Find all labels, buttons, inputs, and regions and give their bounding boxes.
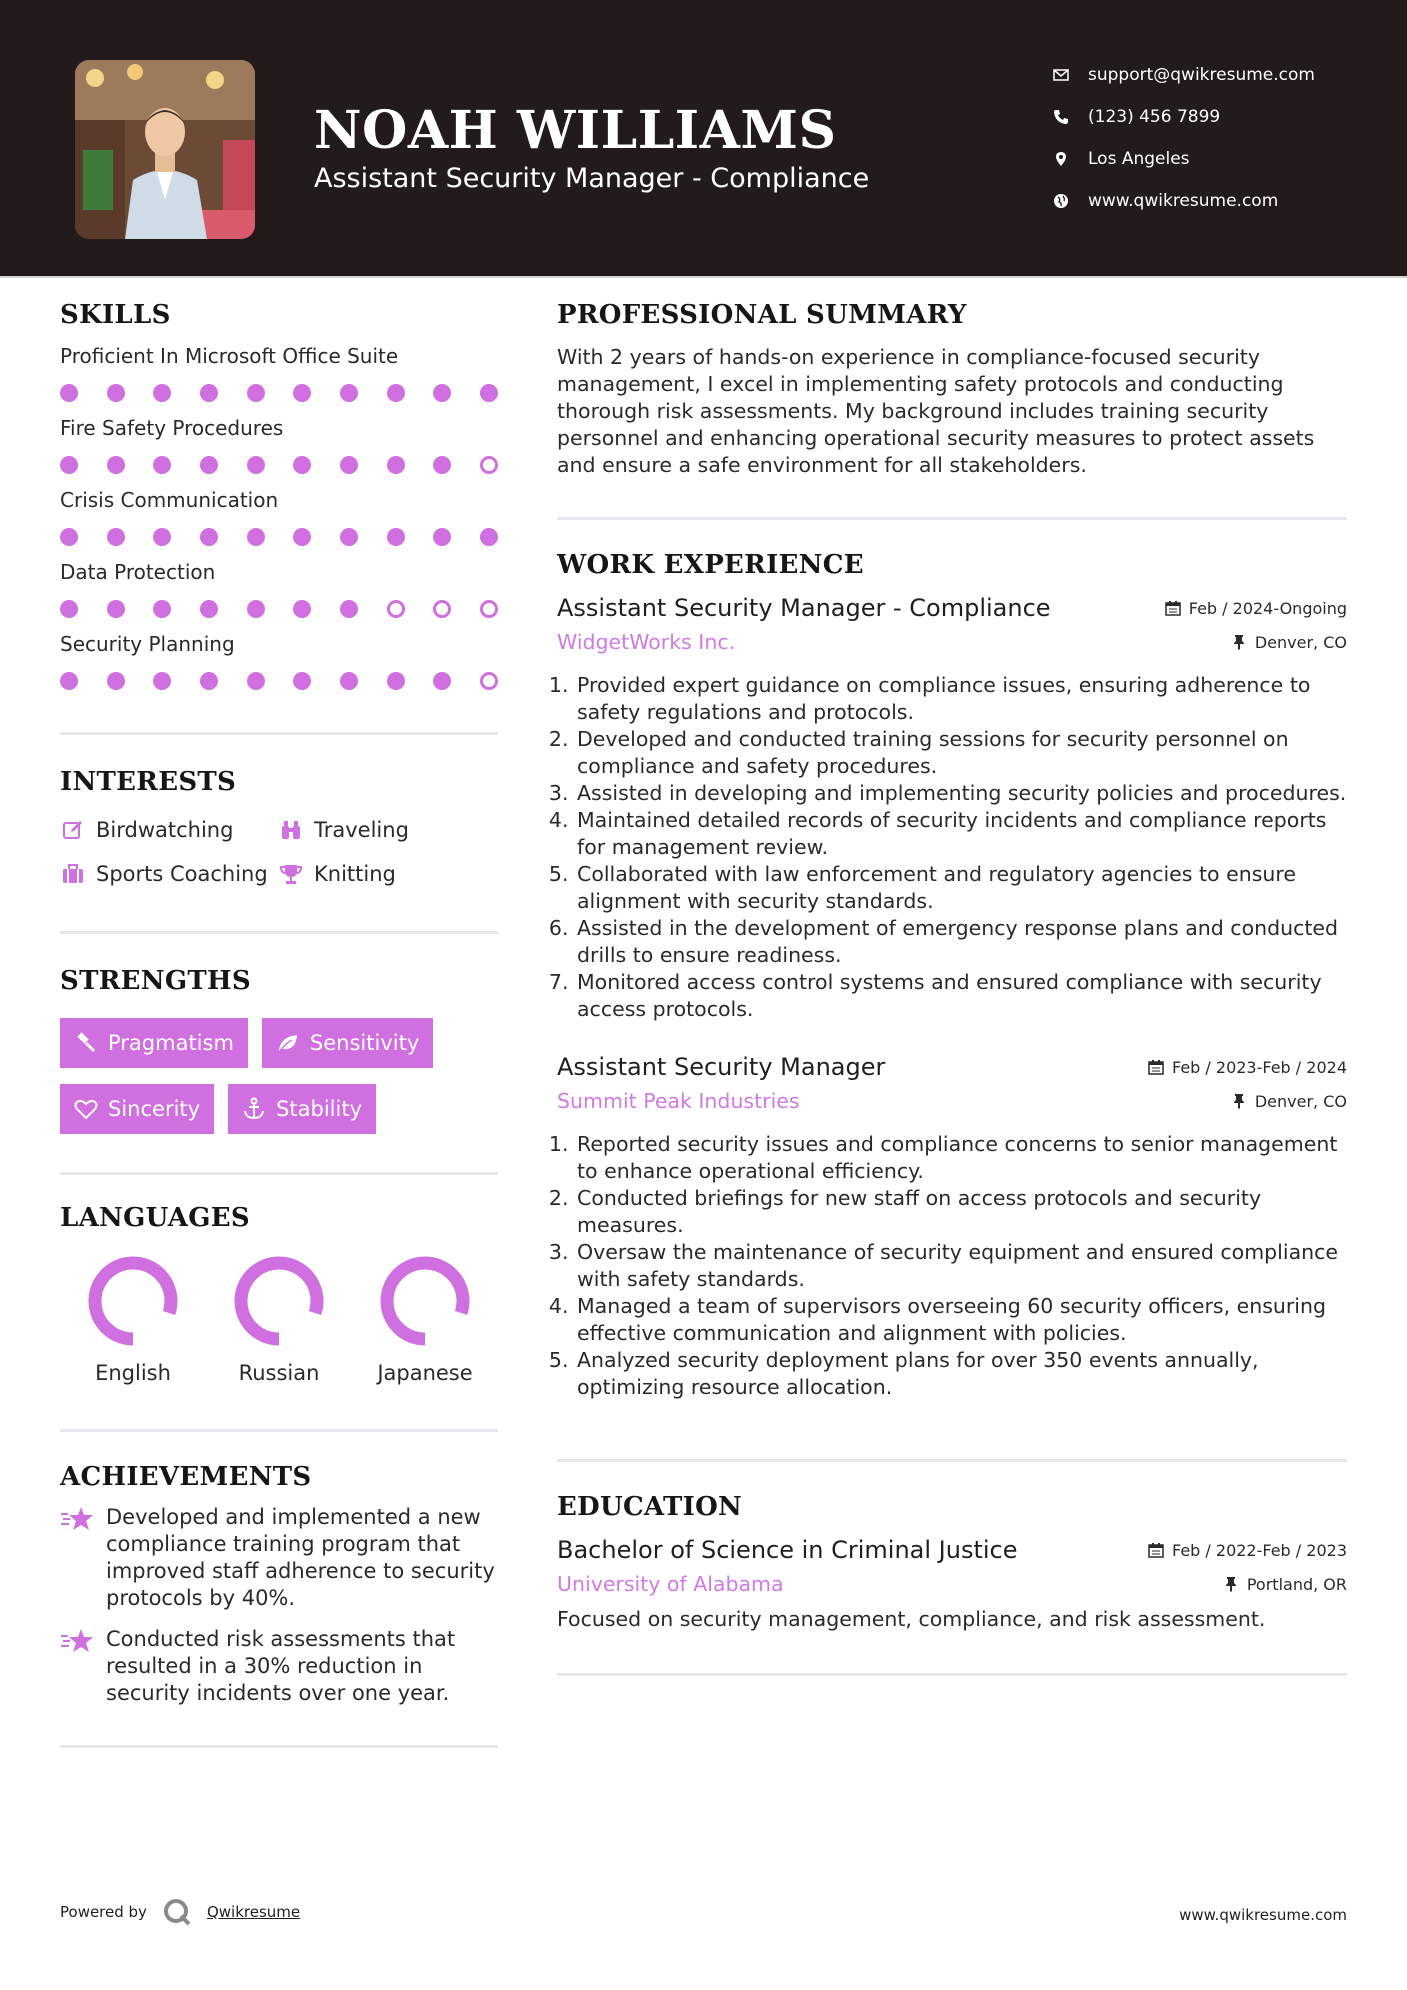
- skills-list: [60, 344, 498, 690]
- interest-label: Traveling: [314, 818, 409, 842]
- job-location: [1231, 1092, 1347, 1111]
- candidate-name: NOAH WILLIAMS: [314, 100, 837, 161]
- job-bullet: 2. Developed and conducted training sessions for security personnel on compliance and safety procedures.: [575, 726, 1347, 780]
- job-bullet: 6. Assisted in the development of emergency response plans and conducted drills to ensure readiness.: [575, 915, 1347, 969]
- anchor-icon: [242, 1097, 266, 1121]
- interest-label: Sports Coaching: [96, 862, 268, 886]
- summary-heading: PROFESSIONAL SUMMARY: [557, 300, 967, 330]
- skill-dot-filled: [293, 600, 311, 618]
- language-level-arc: [241, 1263, 317, 1339]
- achievement-text: Developed and implemented a new compliance training program that improved staff adherence to security protocols by 40%.: [106, 1505, 495, 1610]
- skill-dot-filled: [153, 528, 171, 546]
- skill-name: Proficient In Microsoft Office Suite: [60, 344, 399, 368]
- skill-rating: [60, 456, 498, 474]
- job-bullet: 4. Managed a team of supervisors overseeing 60 security officers, ensuring effective communication and alignment with policies.: [575, 1293, 1347, 1347]
- skill-name: Security Planning: [60, 632, 235, 656]
- skill-dot-filled: [340, 528, 358, 546]
- contact-email[interactable]: [1050, 54, 1390, 96]
- strength-label: Sincerity: [108, 1097, 201, 1121]
- skill-dot-filled: [60, 456, 78, 474]
- job-bullet: 1. Reported security issues and compliance concerns to senior management to enhance operational efficiency.: [575, 1131, 1347, 1185]
- skill-dot-filled: [200, 384, 218, 402]
- languages-heading: LANGUAGES: [60, 1203, 250, 1233]
- job-location-text: Denver, CO: [1254, 1091, 1347, 1111]
- job-bullet: 4. Maintained detailed records of security incidents and compliance reports for management review.: [575, 807, 1347, 861]
- company-name: Summit Peak Industries: [557, 1089, 800, 1113]
- skill-rating: [60, 528, 498, 546]
- phone-icon: [1050, 106, 1072, 128]
- skill-dot-filled: [293, 528, 311, 546]
- skill-dot-filled: [200, 456, 218, 474]
- job-header: [557, 1053, 1347, 1081]
- strength-label: Pragmatism: [108, 1031, 234, 1055]
- job-bullet: 7. Monitored access control systems and ensured compliance with security access protocols.: [575, 969, 1347, 1023]
- skill-dot-filled: [340, 456, 358, 474]
- job-location: [1231, 633, 1347, 652]
- footer-website[interactable]: www.qwikresume.com: [1179, 1906, 1347, 1924]
- skill-dot-empty: [480, 672, 498, 690]
- profile-photo-image: [75, 60, 255, 239]
- skill-dot-filled: [433, 672, 451, 690]
- skill-dot-filled: [60, 600, 78, 618]
- job-bullet: 3. Assisted in developing and implementing security policies and procedures.: [575, 780, 1347, 807]
- job-bullets: [557, 1131, 1347, 1401]
- language-level-ring: [231, 1253, 327, 1349]
- skill-dot-filled: [293, 384, 311, 402]
- achievement-text: Conducted risk assessments that resulted in a 30% reduction in security incidents over one year.: [106, 1627, 456, 1705]
- languages-list: [60, 1253, 498, 1385]
- contact-website[interactable]: [1050, 180, 1390, 222]
- skills-section: [60, 300, 498, 690]
- skill-dot-filled: [153, 456, 171, 474]
- skill-dot-filled: [247, 384, 265, 402]
- languages-section: [60, 1203, 498, 1385]
- pencil-square-icon: [60, 817, 86, 843]
- brand-link[interactable]: Qwikresume: [206, 1903, 301, 1921]
- section-divider: [557, 517, 1347, 520]
- achievements-heading: ACHIEVEMENTS: [60, 1462, 312, 1492]
- job-date-text: Feb / 2024-Ongoing: [1188, 598, 1347, 618]
- skill-dot-filled: [107, 672, 125, 690]
- job-bullets: [557, 672, 1347, 1023]
- strength-chip: [60, 1084, 214, 1134]
- skill-dot-filled: [107, 456, 125, 474]
- achievement-item: [60, 1504, 498, 1612]
- skill-item: [60, 560, 498, 618]
- language-item: [206, 1253, 352, 1385]
- experience-heading: WORK EXPERIENCE: [557, 550, 864, 580]
- binoculars-icon: [278, 817, 304, 843]
- skill-dot-filled: [247, 600, 265, 618]
- achievements-section: [60, 1462, 498, 1707]
- skill-dot-filled: [153, 600, 171, 618]
- job-date-text: Feb / 2023-Feb / 2024: [1172, 1057, 1347, 1077]
- footer-powered-by: [60, 1896, 300, 1928]
- job-subheader: [557, 1089, 1347, 1113]
- calendar-icon: [1148, 1542, 1164, 1558]
- contact-website-text: www.qwikresume.com: [1088, 191, 1279, 211]
- skill-dot-filled: [387, 528, 405, 546]
- skill-dot-empty: [387, 600, 405, 618]
- interests-heading: INTERESTS: [60, 767, 237, 797]
- skill-dot-filled: [293, 456, 311, 474]
- language-level-arc: [95, 1263, 171, 1339]
- language-level-ring: [377, 1253, 473, 1349]
- left-column: [60, 300, 498, 1748]
- contact-location-text: Los Angeles: [1088, 149, 1190, 169]
- resume-header: [0, 0, 1407, 278]
- interest-item: [278, 861, 498, 887]
- contact-phone-text: (123) 456 7899: [1088, 107, 1221, 127]
- suitcase-icon: [60, 861, 86, 887]
- skill-dot-filled: [433, 456, 451, 474]
- job-date: [1148, 1058, 1347, 1077]
- envelope-icon: [1050, 64, 1072, 86]
- interest-label: Birdwatching: [96, 818, 234, 842]
- degree-name: Bachelor of Science in Criminal Justice: [557, 1536, 1018, 1564]
- skill-name: Crisis Communication: [60, 488, 279, 512]
- skill-dot-filled: [60, 672, 78, 690]
- contact-email-text: support@qwikresume.com: [1088, 65, 1315, 85]
- education-date: [1148, 1541, 1347, 1560]
- skill-dot-filled: [200, 528, 218, 546]
- education-location-text: Portland, OR: [1246, 1574, 1347, 1594]
- skills-heading: SKILLS: [60, 300, 171, 330]
- gavel-icon: [74, 1031, 98, 1055]
- trophy-icon: [278, 861, 304, 887]
- strengths-list: [60, 1018, 500, 1134]
- skill-dot-filled: [433, 528, 451, 546]
- skill-dot-filled: [247, 528, 265, 546]
- skill-item: [60, 632, 498, 690]
- interest-item: [278, 817, 498, 843]
- education-entry: [557, 1536, 1347, 1633]
- skill-dot-filled: [480, 384, 498, 402]
- summary-section: [557, 300, 1347, 479]
- job-bullet: 2. Conducted briefings for new staff on access protocols and security measures.: [575, 1185, 1347, 1239]
- contact-phone[interactable]: [1050, 96, 1390, 138]
- experience-section: [557, 550, 1347, 1401]
- language-item: [352, 1253, 498, 1385]
- education-subheader: [557, 1572, 1347, 1596]
- job-role: Assistant Security Manager - Compliance: [557, 594, 1051, 622]
- skill-dot-filled: [387, 672, 405, 690]
- location-pin-icon: [1050, 148, 1072, 170]
- skill-dot-filled: [107, 384, 125, 402]
- interests-section: [60, 767, 498, 887]
- skill-dot-filled: [60, 528, 78, 546]
- shooting-star-icon: [60, 1504, 94, 1534]
- strength-chip: [60, 1018, 248, 1068]
- language-level-ring: [85, 1253, 181, 1349]
- skill-name: Data Protection: [60, 560, 216, 584]
- strength-chip: [228, 1084, 376, 1134]
- skill-dot-filled: [340, 600, 358, 618]
- skill-rating: [60, 600, 498, 618]
- skill-item: [60, 488, 498, 546]
- education-heading: EDUCATION: [557, 1492, 743, 1522]
- skill-dot-empty: [433, 600, 451, 618]
- language-item: [60, 1253, 206, 1385]
- skill-dot-filled: [340, 384, 358, 402]
- skill-dot-filled: [480, 528, 498, 546]
- skill-dot-empty: [480, 456, 498, 474]
- job-bullet: 5. Collaborated with law enforcement and regulatory agencies to ensure alignment with security standards.: [575, 861, 1347, 915]
- company-name: WidgetWorks Inc.: [557, 630, 736, 654]
- skill-item: [60, 416, 498, 474]
- interest-item: [60, 817, 278, 843]
- language-name: English: [95, 1361, 171, 1385]
- section-divider: [557, 1459, 1347, 1462]
- school-name: University of Alabama: [557, 1572, 784, 1596]
- education-section: [557, 1492, 1347, 1633]
- pushpin-icon: [1231, 1093, 1247, 1109]
- language-level-arc: [387, 1263, 463, 1339]
- interests-list: [60, 817, 498, 887]
- pushpin-icon: [1223, 1576, 1239, 1592]
- section-divider: [60, 931, 498, 934]
- strength-label: Sensitivity: [309, 1031, 420, 1055]
- job-entry: [557, 594, 1347, 1023]
- skill-dot-filled: [340, 672, 358, 690]
- candidate-title: Assistant Security Manager - Compliance: [314, 163, 870, 194]
- skill-dot-filled: [387, 456, 405, 474]
- education-date-text: Feb / 2022-Feb / 2023: [1172, 1540, 1347, 1560]
- shooting-star-icon: [60, 1626, 94, 1656]
- skill-dot-filled: [153, 384, 171, 402]
- strengths-heading: STRENGTHS: [60, 966, 251, 996]
- right-column: [557, 300, 1347, 1676]
- calendar-icon: [1148, 1059, 1164, 1075]
- skill-dot-filled: [247, 672, 265, 690]
- contact-list: [1050, 54, 1390, 222]
- education-header: [557, 1536, 1347, 1564]
- section-divider: [557, 1673, 1347, 1676]
- skill-dot-filled: [433, 384, 451, 402]
- heart-icon: [74, 1097, 98, 1121]
- skill-dot-filled: [60, 384, 78, 402]
- summary-text: With 2 years of hands-on experience in compliance-focused security management, I excel in implementing safety protocols and conducting thorough risk assessments. My background includes training security personnel and enhancing operational security measures to protect assets and ensure a safe environment for all stakeholders.: [557, 345, 1315, 477]
- job-bullet: 5. Analyzed security deployment plans for over 350 events annually, optimizing resource allocation.: [575, 1347, 1347, 1401]
- interest-item: [60, 861, 278, 887]
- contact-location: [1050, 138, 1390, 180]
- section-divider: [60, 732, 498, 735]
- job-location-text: Denver, CO: [1254, 632, 1347, 652]
- skill-dot-filled: [107, 600, 125, 618]
- job-subheader: [557, 630, 1347, 654]
- globe-icon: [1050, 190, 1072, 212]
- profile-photo: [75, 60, 255, 239]
- skill-item: [60, 344, 498, 402]
- job-bullet: 1. Provided expert guidance on compliance issues, ensuring adherence to safety regulations and protocols.: [575, 672, 1347, 726]
- education-description: Focused on security management, compliance, and risk assessment.: [557, 1607, 1266, 1631]
- pushpin-icon: [1231, 634, 1247, 650]
- language-name: Russian: [238, 1361, 320, 1385]
- qwikresume-logo-icon: [161, 1896, 193, 1928]
- section-divider: [60, 1172, 498, 1175]
- calendar-icon: [1165, 600, 1181, 616]
- job-header: [557, 594, 1347, 622]
- skill-dot-filled: [200, 672, 218, 690]
- strengths-section: [60, 966, 498, 1134]
- skill-name: Fire Safety Procedures: [60, 416, 284, 440]
- powered-by-text: Powered by: [60, 1903, 147, 1921]
- section-divider: [60, 1745, 498, 1748]
- skill-dot-filled: [200, 600, 218, 618]
- job-date: [1165, 599, 1347, 618]
- skill-dot-empty: [480, 600, 498, 618]
- skill-rating: [60, 384, 498, 402]
- education-location: [1223, 1575, 1347, 1594]
- job-entry: [557, 1053, 1347, 1401]
- section-divider: [60, 1429, 498, 1432]
- strength-chip: [262, 1018, 433, 1068]
- leaf-icon: [276, 1031, 300, 1055]
- achievement-item: [60, 1626, 498, 1707]
- language-name: Japanese: [377, 1361, 473, 1385]
- skill-dot-filled: [387, 384, 405, 402]
- skill-rating: [60, 672, 498, 690]
- skill-dot-filled: [293, 672, 311, 690]
- strength-label: Stability: [276, 1097, 363, 1121]
- job-role: Assistant Security Manager: [557, 1053, 886, 1081]
- skill-dot-filled: [247, 456, 265, 474]
- interest-label: Knitting: [314, 862, 396, 886]
- skill-dot-filled: [107, 528, 125, 546]
- job-bullet: 3. Oversaw the maintenance of security equipment and ensured compliance with safety standards.: [575, 1239, 1347, 1293]
- skill-dot-filled: [153, 672, 171, 690]
